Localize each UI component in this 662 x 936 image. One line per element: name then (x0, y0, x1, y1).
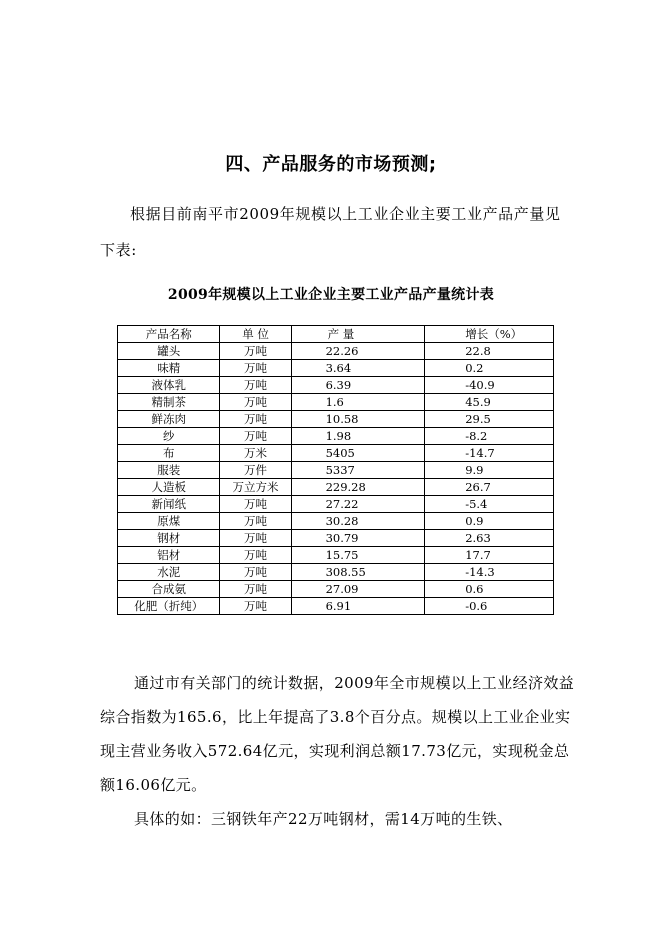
unit-cell: 万吨 (220, 411, 291, 428)
header-output: 产 量 (291, 326, 425, 343)
product-name-cell: 精制茶 (118, 394, 220, 411)
table-row (118, 479, 554, 496)
header-unit: 单 位 (220, 326, 291, 343)
growth-cell: 9.9 (425, 462, 554, 479)
output-cell: 5337 (291, 462, 425, 479)
product-name-cell: 新闻纸 (118, 496, 220, 513)
output-cell: 229.28 (291, 479, 425, 496)
table-row (118, 462, 554, 479)
growth-cell: 45.9 (425, 394, 554, 411)
product-name-cell: 化肥（折纯） (118, 598, 220, 615)
growth-cell: -8.2 (425, 428, 554, 445)
table-row (118, 530, 554, 547)
output-cell: 27.09 (291, 581, 425, 598)
output-cell: 10.58 (291, 411, 425, 428)
output-cell: 6.91 (291, 598, 425, 615)
output-cell: 15.75 (291, 547, 425, 564)
table-row (118, 513, 554, 530)
growth-cell: 22.8 (425, 343, 554, 360)
output-cell: 30.28 (291, 513, 425, 530)
product-name-cell: 原煤 (118, 513, 220, 530)
output-cell: 3.64 (291, 360, 425, 377)
product-name-cell: 罐头 (118, 343, 220, 360)
output-cell: 27.22 (291, 496, 425, 513)
unit-cell: 万吨 (220, 581, 291, 598)
growth-cell: 2.63 (425, 530, 554, 547)
output-cell: 6.39 (291, 377, 425, 394)
product-name-cell: 水泥 (118, 564, 220, 581)
product-name-cell: 味精 (118, 360, 220, 377)
growth-cell: -14.3 (425, 564, 554, 581)
product-name-cell: 人造板 (118, 479, 220, 496)
output-cell: 308.55 (291, 564, 425, 581)
table-row (118, 496, 554, 513)
table-row (118, 343, 554, 360)
body-paragraph-stats: 通过市有关部门的统计数据，2009年全市规模以上工业经济效益综合指数为165.6，比上年提高了3.8个百分点。规模以上工业企业实现主营业务收入572.64亿元，实现利润总额17.73亿元，实现税金总额16.06亿元。 (100, 674, 575, 794)
product-name-cell: 纱 (118, 428, 220, 445)
growth-cell: -5.4 (425, 496, 554, 513)
table-row (118, 411, 554, 428)
table-row (118, 394, 554, 411)
product-name-cell: 鲜冻肉 (118, 411, 220, 428)
unit-cell: 万吨 (220, 343, 291, 360)
table-row (118, 445, 554, 462)
growth-cell: -40.9 (425, 377, 554, 394)
body-paragraph-example: 具体的如：三钢铁年产22万吨钢材，需14万吨的生铁、 (134, 810, 513, 828)
growth-cell: 29.5 (425, 411, 554, 428)
intro-paragraph: 根据目前南平市2009年规模以上工业企业主要工业产品产量见下表: (100, 205, 561, 259)
growth-cell: 0.2 (425, 360, 554, 377)
unit-cell: 万立方米 (220, 479, 291, 496)
unit-cell: 万吨 (220, 428, 291, 445)
table-row (118, 598, 554, 615)
product-output-table (117, 325, 554, 615)
unit-cell: 万吨 (220, 360, 291, 377)
growth-cell: 0.6 (425, 581, 554, 598)
unit-cell: 万米 (220, 445, 291, 462)
table-row (118, 377, 554, 394)
unit-cell: 万吨 (220, 513, 291, 530)
output-cell: 5405 (291, 445, 425, 462)
table-row (118, 564, 554, 581)
product-name-cell: 铝材 (118, 547, 220, 564)
product-name-cell: 钢材 (118, 530, 220, 547)
growth-cell: -0.6 (425, 598, 554, 615)
unit-cell: 万吨 (220, 564, 291, 581)
growth-cell: -14.7 (425, 445, 554, 462)
growth-cell: 0.9 (425, 513, 554, 530)
output-cell: 1.6 (291, 394, 425, 411)
table-row (118, 428, 554, 445)
unit-cell: 万吨 (220, 530, 291, 547)
unit-cell: 万吨 (220, 377, 291, 394)
product-name-cell: 服装 (118, 462, 220, 479)
unit-cell: 万吨 (220, 394, 291, 411)
product-name-cell: 合成氨 (118, 581, 220, 598)
growth-cell: 17.7 (425, 547, 554, 564)
unit-cell: 万吨 (220, 598, 291, 615)
header-growth: 增长（%） (425, 326, 554, 343)
table-row (118, 360, 554, 377)
output-cell: 1.98 (291, 428, 425, 445)
product-name-cell: 液体乳 (118, 377, 220, 394)
growth-cell: 26.7 (425, 479, 554, 496)
output-cell: 30.79 (291, 530, 425, 547)
unit-cell: 万吨 (220, 496, 291, 513)
table-title: 2009年规模以上工业企业主要工业产品产量统计表 (167, 287, 495, 303)
product-name-cell: 布 (118, 445, 220, 462)
body-text (100, 666, 578, 836)
table-header-row (118, 326, 554, 343)
output-cell: 22.26 (291, 343, 425, 360)
table-row (118, 581, 554, 598)
unit-cell: 万件 (220, 462, 291, 479)
table-body (118, 343, 554, 615)
table-row (118, 547, 554, 564)
unit-cell: 万吨 (220, 547, 291, 564)
section-heading: 四、产品服务的市场预测; (225, 154, 437, 175)
header-product-name: 产品名称 (118, 326, 220, 343)
